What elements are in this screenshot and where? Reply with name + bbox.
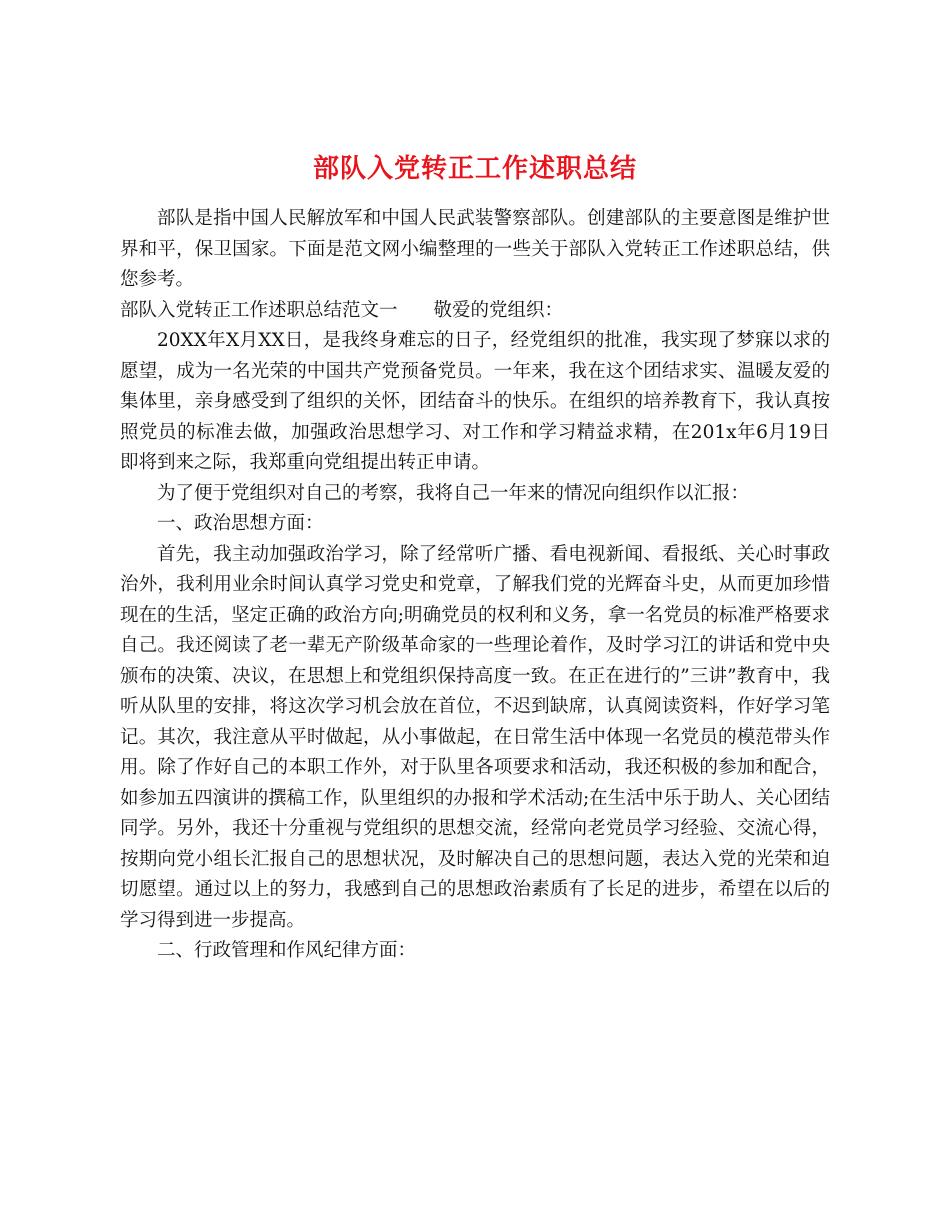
intro-paragraph: 部队是指中国人民解放军和中国人民武装警察部队。创建部队的主要意图是维护世界和平，保卫国家。下面是范文网小编整理的一些关于部队入党转正工作述职总结，供您参考。: [120, 208, 830, 290]
body-paragraph-3: 首先，我主动加强政治学习，除了经常听广播、看电视新闻、看报纸、关心时事政治外，我利用业余时间认真学习党史和党章，了解我们党的光辉奋斗史，从而更加珍惜现在的生活，坚定正确的政治方向;明确党员的权利和义务，拿一名党员的标准严格要求自己。我还阅读了老一辈无产阶级革命家的一些理论着作，及时学习江的讲话和党中央颁布的决策、决议，在思想上和党组织保持高度一致。在正在进行的”三讲”教育中，我听从队里的安排，将这次学习机会放在首位，不迟到缺席，认真阅读资料，作好学习笔记。其次，我注意从平时做起，从小事做起，在日常生活中体现一名党员的模范带头作用。除了作好自己的本职工作外，对于队里各项要求和活动，我还积极的参加和配合，如参加五四演讲的撰稿工作，队里组织的办报和学术活动;在生活中乐于助人、关心团结同学。另外，我还十分重视与党组织的思想交流，经常向老党员学习经验、交流心得，按期向党小组长汇报自己的思想状况，及时解决自己的思想问题，表达入党的光荣和迫切愿望。通过以上的努力，我感到自己的思想政治素质有了长足的进步，希望在以后的学习得到进一步提高。: [120, 543, 830, 931]
section-heading-administration: 二、行政管理和作风纪律方面：: [157, 940, 417, 961]
sample-heading: 部队入党转正工作述职总结范文一: [120, 299, 398, 321]
body-paragraph-2: 为了便于党组织对自己的考察，我将自己一年来的情况向组织作以汇报：: [157, 482, 750, 504]
body-paragraph-1: 20XX年X月XX日，是我终身难忘的日子，经党组织的批准，我实现了梦寐以求的愿望，成为一名光荣的中国共产党预备党员。一年来，我在这个团结求实、温暖友爱的集体里，亲身感受到了组织的关怀，团结奋斗的快乐。在组织的培养教育下，我认真按照党员的标准去做，加强政治思想学习、对工作和学习精益求精，在201x年6月19日即将到来之际，我郑重向党组提出转正申请。: [120, 330, 830, 473]
section-heading-political: 一、政治思想方面：: [157, 513, 324, 534]
sample-heading-line: [120, 296, 830, 327]
document-title: 部队入党转正工作述职总结: [312, 154, 637, 185]
salutation: 敬爱的党组织：: [433, 299, 564, 321]
document-body: [120, 204, 830, 967]
